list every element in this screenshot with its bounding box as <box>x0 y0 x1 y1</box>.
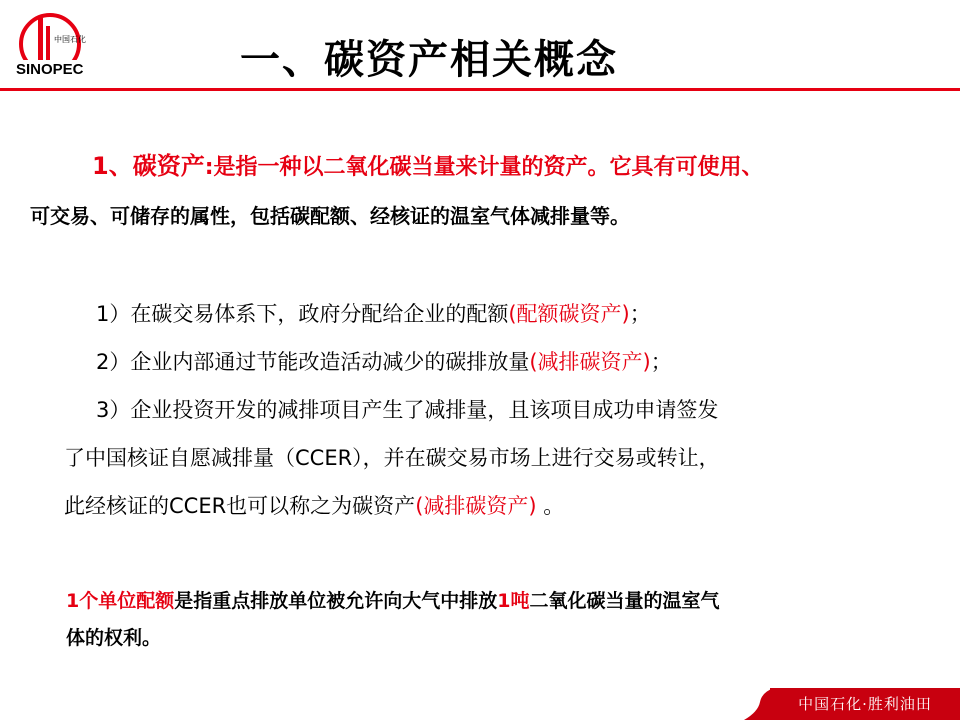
note-red-term: 1个单位配额 <box>66 590 175 612</box>
sinopec-logo <box>10 8 96 80</box>
list-item-3-text: 此经核证的CCER也可以称之为碳资产 <box>64 494 416 518</box>
page-title: 一、碳资产相关概念 <box>240 37 618 83</box>
note-red-amount: 1吨 <box>497 590 530 612</box>
list-item-3-line-1: 3）企业投资开发的减排项目产生了减排量，且该项目成功申请签发 <box>96 398 719 422</box>
note-text-1: 是指重点排放单位被允许向大气中排放 <box>174 590 498 612</box>
footer-banner: 中国石化·胜利油田 <box>770 688 960 720</box>
list-item-2-tag: (减排碳资产) <box>529 350 651 374</box>
list-item-3-tail: 。 <box>536 494 565 518</box>
list-item-3-tag: (减排碳资产) <box>415 494 537 518</box>
list-item-3-line-3 <box>64 494 564 518</box>
list-item-3-line-2: 了中国核证自愿减排量（CCER），并在碳交易市场上进行交易或转让， <box>64 446 720 470</box>
title-divider <box>0 88 960 91</box>
list-item-2-tail: ； <box>650 350 672 374</box>
list-item-1-tag: (配额碳资产) <box>508 302 630 326</box>
sinopec-logo-icon <box>10 8 96 80</box>
definition-line-1 <box>30 154 764 180</box>
definition-term: 1、碳资产 <box>92 152 205 180</box>
definition-line-2: 可交易、可储存的属性，包括碳配额、经核证的温室气体减排量等。 <box>30 204 630 228</box>
note-line-2: 体的权利。 <box>66 627 162 649</box>
list-item-2 <box>96 350 672 374</box>
logo-cn-text: 中国石化 <box>54 35 86 44</box>
list-item-2-text: 2）企业内部通过节能改造活动减少的碳排放量 <box>96 350 530 374</box>
logo-en-text: SINOPEC <box>16 61 84 78</box>
list-item-1 <box>96 302 651 326</box>
definition-colon-text: :是指一种以二氧化碳当量来计量的资产。它具有可使用、 <box>204 155 764 180</box>
note-text-2: 二氧化碳当量的温室气 <box>529 590 720 612</box>
list-item-1-text: 1）在碳交易体系下，政府分配给企业的配额 <box>96 302 509 326</box>
note-line-1 <box>66 589 720 613</box>
list-item-1-tail: ； <box>629 302 651 326</box>
